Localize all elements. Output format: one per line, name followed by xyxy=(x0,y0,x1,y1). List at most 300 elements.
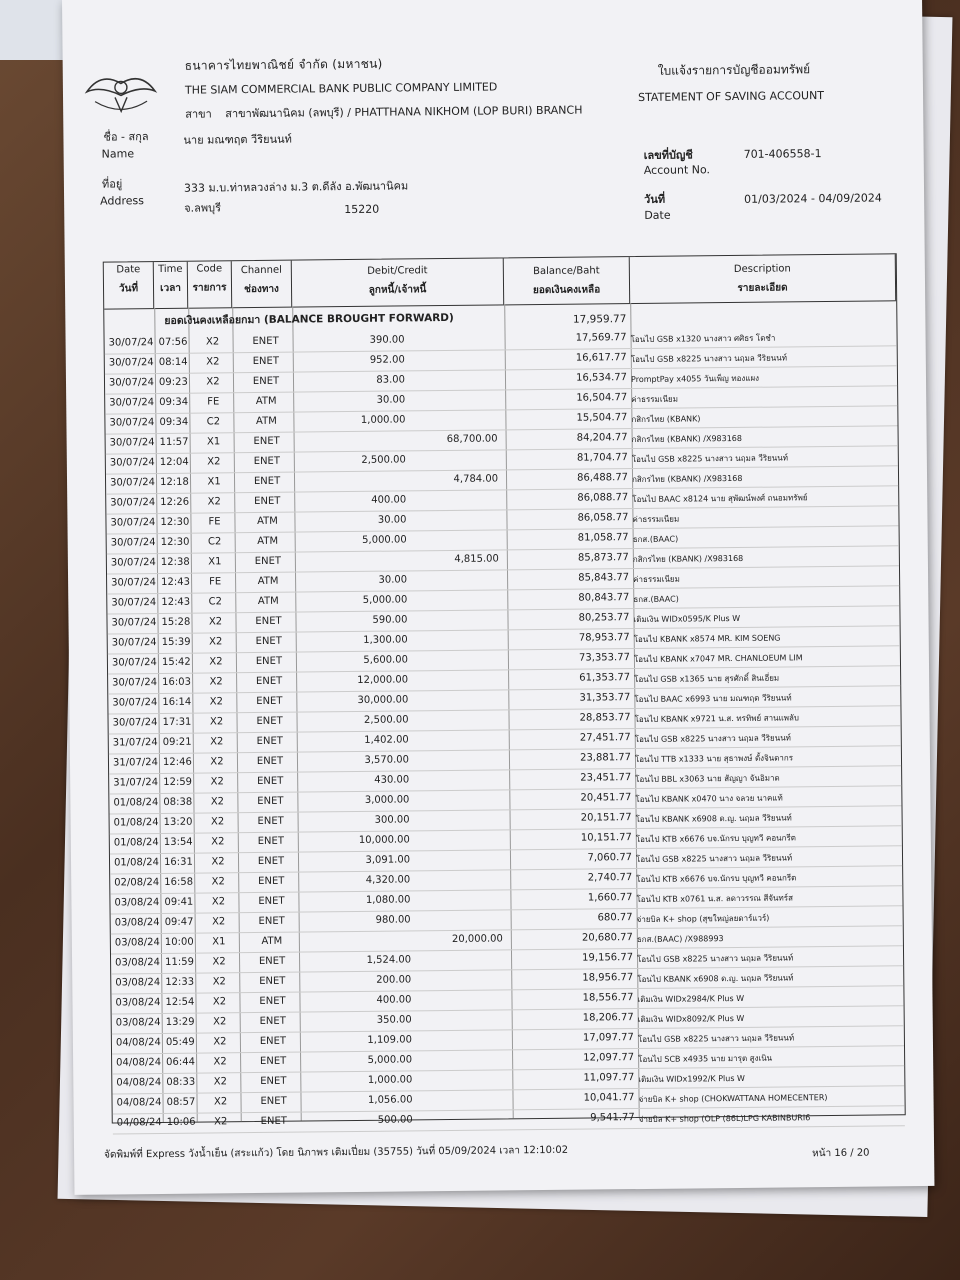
row-date: 30/07/24 xyxy=(110,477,156,489)
row-channel: ATM xyxy=(261,935,283,947)
row-channel: ENET xyxy=(255,675,283,688)
row-code: X1 xyxy=(207,476,221,488)
date-range: 01/03/2024 - 04/09/2024 xyxy=(744,191,882,206)
row-credit xyxy=(410,873,502,874)
account-no-label-en: Account No. xyxy=(643,163,711,177)
row-description: เติมเงิน WIDx8092/K Plus W xyxy=(637,1013,745,1025)
row-debit: 10,000.00 xyxy=(358,834,410,846)
row-balance: 16,617.77 xyxy=(575,352,627,364)
row-channel: ENET xyxy=(254,555,282,568)
row-debit: 400.00 xyxy=(376,994,412,1006)
row-code: X2 xyxy=(214,1116,228,1128)
row-code: X2 xyxy=(209,656,223,668)
row-date: 02/08/24 xyxy=(114,877,160,889)
branch-name: สาขาพัฒนานิคม (ลพบุรี) / PHATTHANA NIKHOM (LOP BURI) BRANCH xyxy=(225,103,583,121)
row-debit: 3,000.00 xyxy=(364,794,410,806)
row-balance: 85,843.77 xyxy=(578,572,630,584)
row-description: โอนไป KBANK x0470 นาง จลวย นาคแท้ xyxy=(635,793,783,805)
row-time: 15:28 xyxy=(161,616,191,628)
row-balance: 23,881.77 xyxy=(580,752,632,764)
row-description: โอนไป GSB x1365 นาย สุรศักดิ์ สินเอี่ยม xyxy=(634,673,780,685)
row-time: 15:39 xyxy=(161,636,191,648)
row-code: X2 xyxy=(205,336,220,348)
row-channel: ENET xyxy=(260,1075,287,1087)
row-time: 08:57 xyxy=(166,1096,196,1108)
row-channel: ENET xyxy=(258,955,286,967)
row-balance: 11,097.77 xyxy=(583,1072,635,1084)
row-channel: ATM xyxy=(257,535,279,547)
row-credit: 68,700.00 xyxy=(446,433,498,445)
row-code: X1 xyxy=(212,936,226,948)
row-description: โอนไป SCB x4935 นาย มารุต สูงเนิน xyxy=(638,1053,773,1065)
row-debit xyxy=(307,554,407,555)
header-channel: Channel ช่องทาง xyxy=(232,261,292,308)
transactions-table xyxy=(103,253,906,1129)
row-debit: 300.00 xyxy=(374,814,410,826)
row-channel: ENET xyxy=(256,735,283,748)
row-date: 03/08/24 xyxy=(115,1017,161,1029)
row-description: ค่าธรรมเนียม xyxy=(633,574,680,585)
row-credit xyxy=(411,973,503,974)
row-code: X2 xyxy=(213,1056,227,1068)
row-debit: 4,320.00 xyxy=(365,874,411,886)
row-date: 30/07/24 xyxy=(112,717,158,729)
row-description: โอนไป BAAC x6993 นาย มณฑฤต วีริยนนท์ xyxy=(634,693,792,705)
row-date: 30/07/24 xyxy=(112,677,158,689)
row-time: 09:34 xyxy=(159,416,189,429)
row-balance: 80,843.77 xyxy=(578,592,630,604)
row-debit: 5,000.00 xyxy=(362,534,407,546)
balance-brought-forward-label: ยอดเงินคงเหลือยกมา (BALANCE BROUGHT FORWARD) xyxy=(164,311,454,327)
row-code: X2 xyxy=(213,1076,228,1088)
row-balance: 15,504.77 xyxy=(576,412,628,424)
row-time: 12:18 xyxy=(160,476,189,488)
row-channel: ENET xyxy=(259,1015,286,1027)
row-description: ธกส.(BAAC) xyxy=(633,594,679,605)
row-credit xyxy=(409,753,501,754)
row-time: 13:54 xyxy=(163,836,193,848)
row-balance: 86,088.77 xyxy=(577,492,629,504)
row-description: โอนไป GSB x8225 นางสาว นฤมล วีริยนนท์ xyxy=(635,853,793,865)
row-code: X2 xyxy=(208,616,223,628)
row-balance: 81,058.77 xyxy=(577,532,629,544)
row-code: X2 xyxy=(209,676,223,688)
row-credit: 4,784.00 xyxy=(453,473,499,485)
row-credit xyxy=(408,653,500,654)
header-code: Code รายการ xyxy=(188,261,232,307)
row-date: 30/07/24 xyxy=(112,697,158,709)
row-date: 30/07/24 xyxy=(111,577,157,589)
row-code: X2 xyxy=(209,716,224,728)
row-description: PromptPay x4055 วันเพ็ญ ทองแผง xyxy=(630,373,760,385)
row-time: 11:57 xyxy=(159,436,189,449)
row-channel: ENET xyxy=(258,895,285,907)
row-time: 12:43 xyxy=(161,596,191,608)
row-code: X2 xyxy=(209,696,224,708)
row-credit xyxy=(405,413,497,414)
row-description: กสิกรไทย (KBANK) /X983168 xyxy=(631,433,743,445)
row-code: X2 xyxy=(210,776,224,788)
row-date: 30/07/24 xyxy=(109,457,155,469)
row-channel: ENET xyxy=(257,775,284,787)
row-channel: ENET xyxy=(256,715,283,728)
row-code: X2 xyxy=(211,896,226,908)
row-channel: ATM xyxy=(255,395,277,407)
statement-title-en: STATEMENT OF SAVING ACCOUNT xyxy=(637,89,825,104)
row-code: FE xyxy=(207,396,220,408)
row-date: 31/07/24 xyxy=(112,737,158,749)
row-debit: 1,056.00 xyxy=(367,1094,413,1106)
row-debit: 2,500.00 xyxy=(361,454,406,466)
row-debit xyxy=(306,474,406,475)
row-balance: 10,151.77 xyxy=(580,832,632,844)
row-description: จ่ายบิล K+ shop (สุขใหญ่ลยดาร์แวร์) xyxy=(636,913,770,925)
row-debit: 3,570.00 xyxy=(364,754,410,766)
row-channel: ATM xyxy=(257,575,279,587)
bank-logo-icon xyxy=(81,61,162,118)
row-balance: 16,534.77 xyxy=(576,372,628,384)
row-code: FE xyxy=(208,576,222,588)
row-time: 06:44 xyxy=(166,1056,196,1068)
row-description: เติมเงิน WIDx2984/K Plus W xyxy=(637,993,745,1005)
row-time: 16:14 xyxy=(162,696,192,708)
address-label-en: Address xyxy=(100,194,144,208)
row-description: โอนไป KTB x6676 บจ.นักรบ บุญทวี คอนกรีต xyxy=(635,833,796,845)
row-debit: 590.00 xyxy=(372,614,408,626)
row-time: 13:20 xyxy=(163,816,193,828)
row-credit xyxy=(411,913,503,914)
row-credit xyxy=(407,613,499,614)
row-description: จ่ายบิล K+ shop (OLP (86L)LPG KABINBURI6 xyxy=(638,1113,811,1125)
row-time: 12:43 xyxy=(161,576,190,588)
row-credit xyxy=(409,793,501,794)
row-debit: 1,000.00 xyxy=(367,1074,413,1086)
row-code: X2 xyxy=(210,736,224,748)
row-description: โอนไป GSB x8225 นางสาว นฤมล วีริยนนท์ xyxy=(634,733,791,745)
row-credit xyxy=(409,713,501,714)
row-description: โอนไป BAAC x8124 นาย สุพัฒน์พงศ์ ถนอมทรัพย์ xyxy=(632,493,808,505)
postcode: 15220 xyxy=(344,202,380,217)
row-description: ค่าธรรมเนียม xyxy=(632,514,680,525)
row-channel: ENET xyxy=(255,615,282,628)
row-debit: 5,000.00 xyxy=(362,594,408,606)
header-debit-credit: Debit/Credit ลูกหนี้/เจ้าหนี้ xyxy=(292,258,504,306)
bank-name-en: THE SIAM COMMERCIAL BANK PUBLIC COMPANY LIMITED xyxy=(184,80,498,97)
row-time: 12:59 xyxy=(163,776,193,788)
row-channel: ENET xyxy=(256,695,283,708)
row-code: C2 xyxy=(208,596,223,608)
row-code: X2 xyxy=(211,836,225,848)
row-date: 04/08/24 xyxy=(116,1117,162,1129)
row-credit xyxy=(409,773,501,774)
row-time: 16:31 xyxy=(163,856,193,868)
row-description: โอนไป KBANK x6908 ด.ญ. นฤมล วีริยนนท์ xyxy=(637,973,794,985)
row-balance: 18,556.77 xyxy=(582,992,634,1004)
row-description: ค่าธรรมเนียม xyxy=(631,394,679,405)
row-time: 16:58 xyxy=(164,876,194,888)
row-credit xyxy=(408,673,500,674)
row-balance: 19,156.77 xyxy=(582,952,634,964)
row-channel: ENET xyxy=(255,655,283,668)
row-debit: 350.00 xyxy=(376,1014,412,1026)
row-channel: ENET xyxy=(252,355,279,368)
row-time: 16:03 xyxy=(162,676,192,688)
address-line-1: 333 ม.บ.ท่าหลวงล่าง ม.3 ต.ดีลัง อ.พัฒนานิคม xyxy=(183,179,409,195)
row-credit xyxy=(412,1033,504,1034)
row-description: กสิกรไทย (KBANK) xyxy=(631,414,701,425)
row-credit xyxy=(410,833,502,834)
row-debit: 1,402.00 xyxy=(364,734,409,746)
row-balance: 16,504.77 xyxy=(576,392,628,404)
header-description: Description รายละเอียด xyxy=(630,254,896,303)
row-credit xyxy=(412,1053,504,1054)
row-time: 12:30 xyxy=(160,516,190,528)
row-debit: 12,000.00 xyxy=(357,674,409,686)
account-number: 701-406558-1 xyxy=(743,147,822,161)
row-description: กสิกรไทย (KBANK) /X983168 xyxy=(632,553,744,565)
row-date: 31/07/24 xyxy=(112,757,158,769)
row-time: 12:38 xyxy=(160,556,190,568)
row-credit xyxy=(412,1013,504,1014)
row-credit xyxy=(407,573,499,574)
print-footer: จัดพิมพ์ที่ Express วังน้ำเย็น (สระแก้ว) โดย นิภาพร เติมเปี่ยม (35755) วันที่ 05/09/2024 เวลา 12:10:02 xyxy=(104,1144,569,1161)
row-date: 30/07/24 xyxy=(110,557,156,569)
row-channel: ENET xyxy=(259,1055,287,1067)
row-channel: ENET xyxy=(255,635,282,648)
row-code: X1 xyxy=(206,436,221,448)
row-debit: 1,000.00 xyxy=(360,414,406,426)
row-code: X2 xyxy=(211,876,225,888)
date-label-en: Date xyxy=(644,208,671,222)
row-debit: 1,300.00 xyxy=(363,634,408,646)
row-balance: 18,206.77 xyxy=(582,1012,634,1024)
row-channel: ENET xyxy=(257,855,285,867)
name-label-en: Name xyxy=(101,147,135,161)
row-date: 01/08/24 xyxy=(113,837,159,849)
row-debit: 430.00 xyxy=(374,774,410,786)
row-channel: ENET xyxy=(253,455,281,468)
address-line-2: จ.ลพบุรี xyxy=(184,201,222,215)
row-balance: 18,956.77 xyxy=(582,972,634,984)
row-description: โอนไป KTB x0761 น.ส. ลดาวรรณ สีจันทร์ส xyxy=(636,893,794,905)
row-code: X1 xyxy=(208,556,222,568)
row-credit xyxy=(413,1113,505,1114)
row-date: 03/08/24 xyxy=(115,997,161,1009)
row-code: X2 xyxy=(211,916,226,928)
row-balance: 27,451.77 xyxy=(579,732,631,744)
row-credit xyxy=(406,513,498,514)
row-balance: 86,058.77 xyxy=(577,512,629,524)
row-date: 04/08/24 xyxy=(115,1037,161,1049)
row-credit xyxy=(411,953,503,954)
row-credit xyxy=(405,393,497,394)
row-code: X2 xyxy=(212,956,226,968)
row-debit: 400.00 xyxy=(371,494,407,506)
row-description: เติมเงิน WIDx1992/K Plus W xyxy=(638,1073,745,1085)
row-date: 01/08/24 xyxy=(113,857,160,869)
row-description: โอนไป KBANK x6908 ด.ญ. นฤมล วีริยนนท์ xyxy=(635,813,792,825)
row-time: 12:54 xyxy=(165,996,195,1008)
row-time: 05:49 xyxy=(165,1036,195,1048)
row-channel: ENET xyxy=(257,815,284,827)
row-debit xyxy=(311,934,411,935)
row-date: 01/08/24 xyxy=(113,817,159,829)
row-channel: ENET xyxy=(259,975,286,987)
row-balance: 23,451.77 xyxy=(580,772,632,784)
row-code: X2 xyxy=(213,1016,227,1028)
row-balance: 78,953.77 xyxy=(578,632,630,644)
row-credit xyxy=(407,533,499,534)
row-channel: ENET xyxy=(252,335,279,348)
row-credit xyxy=(408,693,500,694)
row-debit: 500.00 xyxy=(377,1114,413,1126)
row-description: โอนไป GSB x8225 นางสาว นฤมล วีริยนนท์ xyxy=(631,453,789,465)
row-balance: 2,740.77 xyxy=(587,872,633,884)
row-code: C2 xyxy=(206,416,221,428)
row-date: 04/08/24 xyxy=(116,1057,162,1069)
row-debit: 5,000.00 xyxy=(367,1054,413,1066)
row-description: เติมเงิน WIDx0595/K Plus W xyxy=(633,613,741,625)
row-channel: ENET xyxy=(259,995,286,1007)
row-time: 12:04 xyxy=(159,456,189,469)
row-channel: ENET xyxy=(260,1115,287,1127)
row-date: 30/07/24 xyxy=(110,517,156,529)
row-debit: 30.00 xyxy=(378,574,408,586)
row-credit xyxy=(405,333,497,334)
row-channel: ENET xyxy=(257,795,284,807)
row-time: 09:21 xyxy=(162,736,192,748)
statement-title-th: ใบแจ้งรายการบัญชีออมทรัพย์ xyxy=(657,62,811,78)
row-credit xyxy=(406,453,498,454)
row-date: 03/08/24 xyxy=(115,977,161,989)
row-time: 08:14 xyxy=(158,356,188,369)
row-time: 12:33 xyxy=(165,976,195,988)
row-date: 03/08/24 xyxy=(114,937,160,949)
row-time: 08:38 xyxy=(163,796,193,808)
row-description: โอนไป KBANK x9721 น.ส. ทรทิพย์ สานแพลับ xyxy=(634,713,800,725)
row-credit: 4,815.00 xyxy=(454,553,499,565)
row-balance: 81,704.77 xyxy=(576,452,628,464)
row-channel: ATM xyxy=(255,415,277,427)
row-time: 11:59 xyxy=(165,956,194,968)
row-debit: 3,091.00 xyxy=(365,854,411,866)
row-time: 09:34 xyxy=(159,396,189,409)
row-debit: 5,600.00 xyxy=(363,654,408,666)
row-debit: 390.00 xyxy=(369,334,405,346)
row-credit xyxy=(408,633,500,634)
date-label-th: วันที่ xyxy=(644,192,666,206)
row-balance: 20,680.77 xyxy=(581,932,633,944)
row-time: 09:47 xyxy=(164,916,194,928)
row-balance: 1,660.77 xyxy=(587,892,633,904)
row-debit: 980.00 xyxy=(375,914,411,926)
row-balance: 9,541.77 xyxy=(590,1112,635,1124)
row-time: 15:42 xyxy=(161,656,191,668)
row-description: โอนไป GSB x8225 นางสาว นฤมล วีริยนนท์ xyxy=(637,1033,795,1045)
row-date: 30/07/24 xyxy=(110,497,156,509)
row-time: 12:46 xyxy=(162,756,192,768)
row-date: 30/07/24 xyxy=(108,337,154,349)
row-balance: 10,041.77 xyxy=(583,1092,635,1104)
header-date: Date วันที่ xyxy=(104,262,154,309)
row-time: 10:06 xyxy=(166,1116,196,1128)
row-credit xyxy=(409,733,501,734)
row-credit: 20,000.00 xyxy=(451,933,503,945)
row-debit: 1,524.00 xyxy=(366,954,412,966)
row-date: 01/08/24 xyxy=(113,797,159,809)
row-debit: 30,000.00 xyxy=(357,694,409,706)
row-description: ธกส.(BAAC) /X988993 xyxy=(636,934,724,945)
row-date: 30/07/24 xyxy=(108,357,154,369)
row-channel: ENET xyxy=(256,755,284,768)
row-code: X2 xyxy=(210,796,225,808)
row-time: 13:29 xyxy=(165,1016,195,1028)
row-date: 03/08/24 xyxy=(114,897,160,909)
row-time: 08:33 xyxy=(166,1076,196,1088)
row-channel: ENET xyxy=(258,875,285,887)
row-date: 03/08/24 xyxy=(115,957,161,969)
row-balance: 20,151.77 xyxy=(580,812,632,824)
row-balance: 20,451.77 xyxy=(580,792,632,804)
row-credit xyxy=(405,353,497,354)
row-balance: 86,488.77 xyxy=(577,472,629,484)
row-balance: 7,060.77 xyxy=(587,852,633,864)
row-channel: ENET xyxy=(257,835,284,847)
row-time: 07:56 xyxy=(158,336,188,349)
row-code: X2 xyxy=(212,996,227,1008)
row-channel: ENET xyxy=(259,1035,287,1047)
row-date: 03/08/24 xyxy=(114,917,160,929)
row-channel: ENET xyxy=(252,375,280,388)
row-code: FE xyxy=(208,516,221,528)
row-credit xyxy=(405,373,497,374)
row-balance: 31,353.77 xyxy=(579,692,631,704)
row-date: 04/08/24 xyxy=(116,1097,162,1109)
row-description: โอนไป KBANK x7047 MR. CHANLOEUM LIM xyxy=(633,653,803,665)
row-code: X2 xyxy=(210,816,225,828)
row-credit xyxy=(407,593,499,594)
row-code: X2 xyxy=(211,856,225,868)
header-time: Time เวลา xyxy=(154,262,188,308)
row-time: 12:30 xyxy=(160,536,190,548)
row-code: C2 xyxy=(207,536,222,548)
row-code: X2 xyxy=(213,1096,228,1108)
row-code: X2 xyxy=(210,756,224,768)
row-description: โอนไป TTB x1333 นาย สุธาพงษ์ ตั้งจินดากร xyxy=(634,753,794,765)
name-label-th: ชื่อ - สกุล xyxy=(103,130,149,144)
row-balance: 17,569.77 xyxy=(575,332,627,344)
row-debit: 83.00 xyxy=(376,374,406,386)
row-channel: ENET xyxy=(258,915,285,927)
row-description: กสิกรไทย (KBANK) /X983168 xyxy=(632,473,743,485)
row-debit: 30.00 xyxy=(377,514,407,526)
row-debit: 2,500.00 xyxy=(363,714,409,726)
row-code: X2 xyxy=(213,1036,227,1048)
row-description: โอนไป BBL x3063 นาย สัญญา จันอิมาด xyxy=(635,773,780,785)
row-balance: 28,853.77 xyxy=(579,712,631,724)
row-credit xyxy=(406,493,498,494)
row-description: จ่ายบิล K+ shop (CHOKWATTANA HOMECENTER) xyxy=(638,1093,828,1105)
row-code: X2 xyxy=(206,356,220,368)
row-date: 30/07/24 xyxy=(109,417,155,429)
row-code: X2 xyxy=(206,376,220,388)
row-date: 30/07/24 xyxy=(109,397,155,409)
branch-label: สาขา xyxy=(185,107,212,121)
balance-brought-forward-value: 17,959.77 xyxy=(572,313,627,326)
header-balance: Balance/Baht ยอดเงินคงเหลือ xyxy=(504,257,630,304)
row-balance: 80,253.77 xyxy=(578,612,630,624)
row-time: 09:23 xyxy=(158,376,188,389)
